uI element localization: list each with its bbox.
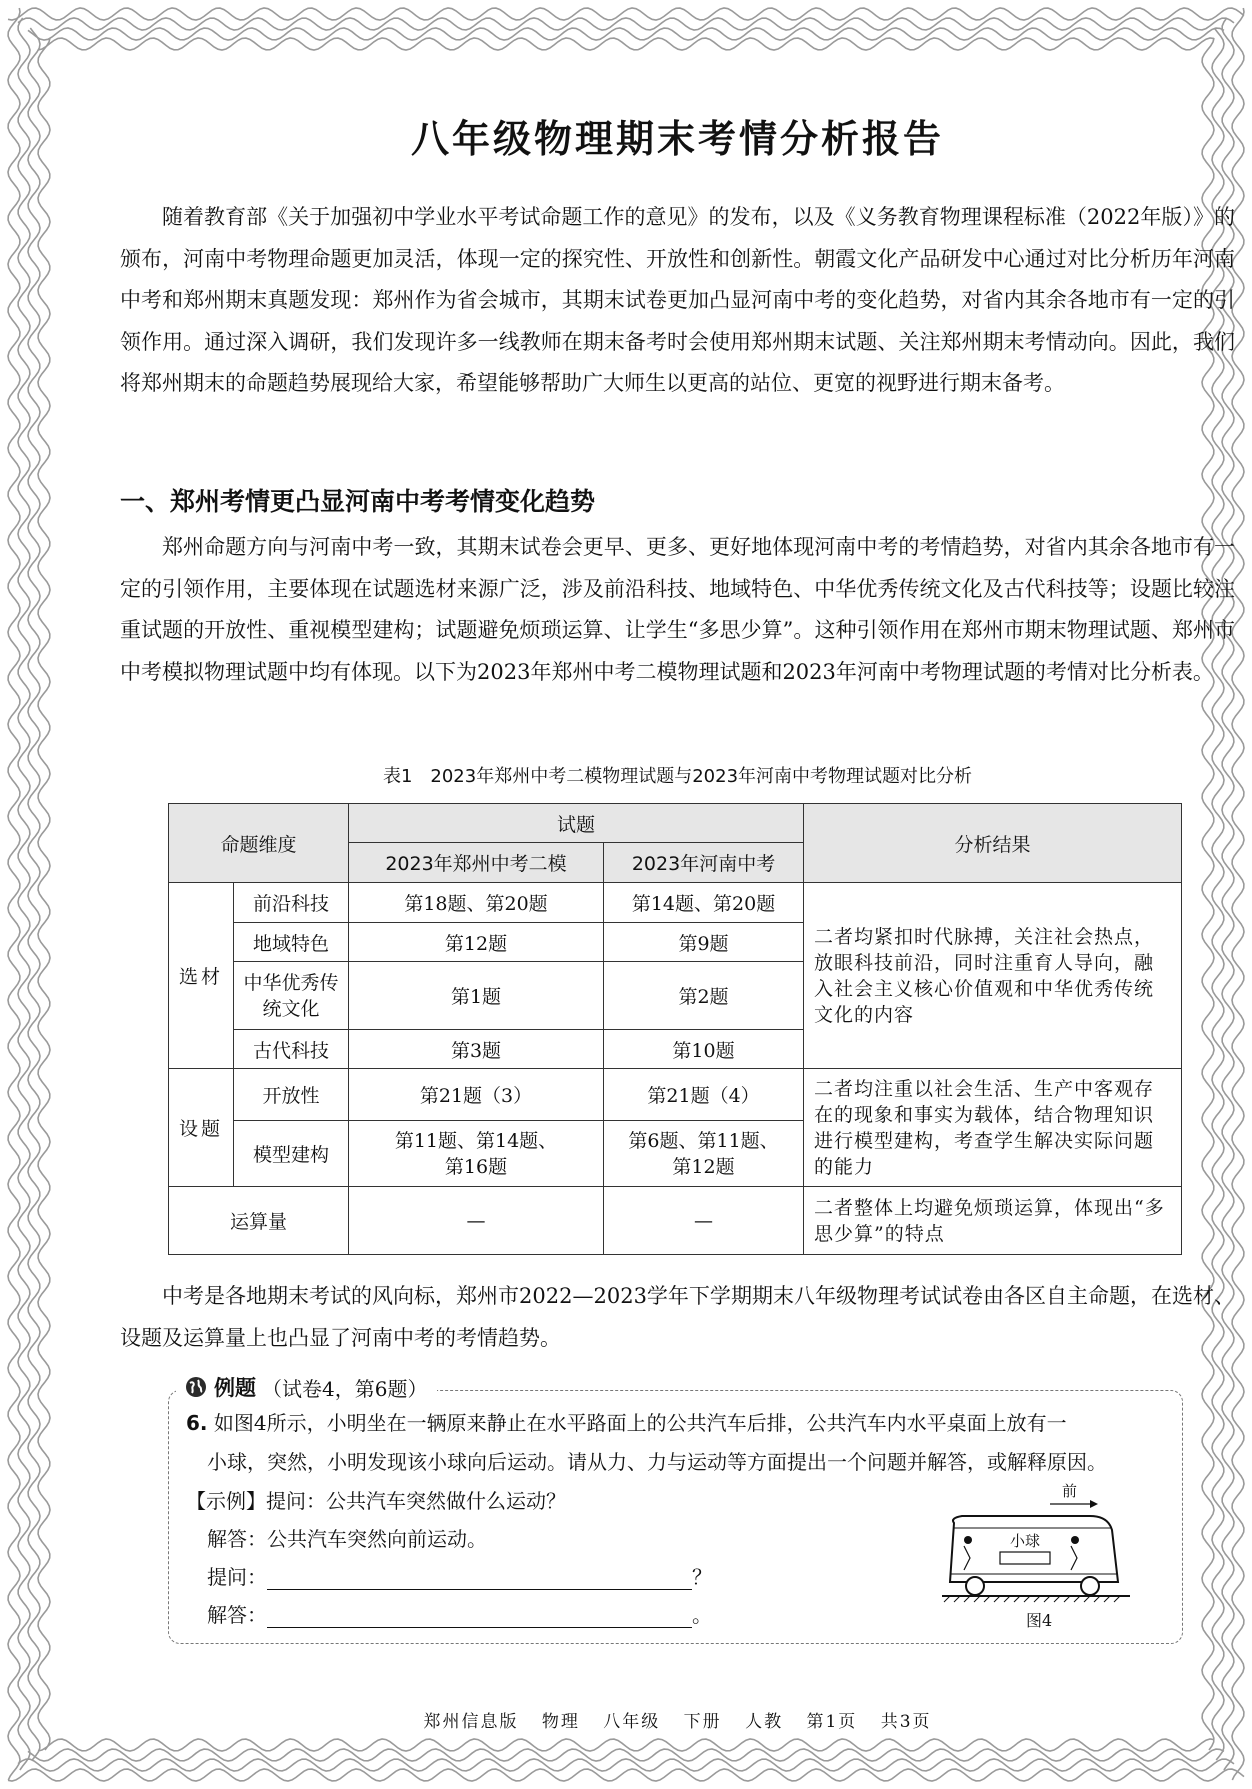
- border-wave-line: [28, 28, 1224, 40]
- table-caption: 表1 2023年郑州中考二模物理试题与2023年河南中考物理试题对比分析: [382, 766, 973, 787]
- ask-line: [207, 1561, 712, 1590]
- front-wheel: [1081, 1577, 1099, 1595]
- header-zhengzhou: 2023年郑州中考二模: [349, 843, 604, 883]
- header-questions: 试题: [349, 804, 804, 843]
- zz-cell: 第12题: [349, 923, 604, 962]
- comparison-table: [168, 803, 1182, 1255]
- rear-wheel: [966, 1577, 984, 1595]
- category-cell: 选材: [169, 883, 234, 1069]
- zz-cell: 第21题（3）: [349, 1069, 604, 1121]
- border-wave-line: [18, 18, 1234, 30]
- passenger-head: [964, 1536, 972, 1544]
- footer-edition: 郑州信息版: [423, 1712, 519, 1732]
- answer-line: [207, 1599, 712, 1628]
- footer-page: 第1页: [806, 1712, 858, 1732]
- hn-cell: 第14题、第20题: [604, 883, 804, 923]
- answer-label: 解答：: [207, 1603, 267, 1627]
- sub-cell: 古代科技: [234, 1030, 349, 1069]
- border-wave-line: [8, 8, 20, 1780]
- footer-publisher: 人教: [745, 1712, 784, 1732]
- footer-total: 共3页: [880, 1712, 932, 1732]
- category-cell: 设题: [169, 1069, 234, 1187]
- direction-arrowhead: [1090, 1500, 1098, 1508]
- border-wave-line: [38, 38, 50, 1750]
- footer-grade: 八年级: [603, 1712, 661, 1732]
- front-label: 前: [1062, 1482, 1078, 1500]
- question-text-2: 小球，突然，小明发现该小球向后运动。请从力、力与运动等方面提出一个问题并解答，或解释原因。: [207, 1450, 1107, 1474]
- header-dimension: 命题维度: [169, 804, 349, 883]
- hn-cell: —: [604, 1187, 804, 1255]
- demo-question: 提问：公共汽车突然做什么运动？: [266, 1489, 566, 1513]
- driver-head: [1071, 1536, 1079, 1544]
- footer-subject: 物理: [541, 1712, 580, 1732]
- zz-cell: —: [349, 1187, 604, 1255]
- sub-cell: 前沿科技: [234, 883, 349, 923]
- analysis-cell: 二者均紧扣时代脉搏，关注社会热点，放眼科技前沿，同时注重育人导向，融入社会主义核心价值观和中华优秀传统文化的内容: [804, 883, 1182, 1069]
- page-title: 八年级物理期末考情分析报告: [410, 117, 944, 161]
- sub-cell: 运算量: [169, 1187, 349, 1255]
- hn-cell: 第21题（4）: [604, 1069, 804, 1121]
- ball-label: 小球: [1010, 1532, 1041, 1550]
- intro-paragraph: 随着教育部《关于加强初中学业水平考试命题工作的意见》的发布，以及《义务教育物理课程标准（2022年版）》的颁布，河南中考物理命题更加灵活，体现一定的探究性、开放性和创新性。朝霞文化产品研发中心通过对比分析历年河南中考和郑州期末真题发现：郑州作为省会城市，其期末试卷更加凸显河南中考的变化趋势，对省内其余各地市有一定的引领作用。通过深入调研，我们发现许多一线教师在期末备考时会使用郑州期末试题、关注郑州期末考情动向。因此，我们将郑州期末的命题趋势展现给大家，希望能够帮助广大师生以更高的站位、更宽的视野进行期末备考。: [120, 205, 1235, 395]
- sub-cell: 开放性: [234, 1069, 349, 1121]
- hn-cell: 第2题: [604, 962, 804, 1030]
- table-row: [169, 883, 1182, 923]
- hn-cell: 第9题: [604, 923, 804, 962]
- globe-icon: [184, 1375, 208, 1399]
- page-footer: [120, 1707, 1235, 1732]
- question-number: 6.: [186, 1411, 208, 1435]
- zz-cell: 第11题、第14题、第16题: [349, 1121, 604, 1187]
- demo-label: 【示例】: [186, 1489, 266, 1513]
- analysis-cell: 二者均注重以社会生活、生产中客观存在的现象和事实为载体，结合物理知识进行模型建构，考查学生解决实际问题的能力: [804, 1069, 1182, 1187]
- table-row: [169, 1069, 1182, 1121]
- hn-cell: 第10题: [604, 1030, 804, 1069]
- header-result: 分析结果: [804, 804, 1182, 883]
- question-text-1: 如图4所示，小明坐在一辆原来静止在水平路面上的公共汽车后排，公共汽车内水平桌面上放有一: [213, 1411, 1067, 1435]
- question-line-1: [186, 1407, 1067, 1436]
- sub-cell: 模型建构: [234, 1121, 349, 1187]
- after-table-paragraph: 中考是各地期末考试的风向标，郑州市2022—2023学年下学期期末八年级物理考试试卷由各区自主命题，在选材、设题及运算量上也凸显了河南中考的考情趋势。: [120, 1284, 1235, 1350]
- header-henan: 2023年河南中考: [604, 843, 804, 883]
- hn-cell: 第6题、第11题、第12题: [604, 1121, 804, 1187]
- border-wave-line: [8, 1769, 1244, 1781]
- sub-cell: 地域特色: [234, 923, 349, 962]
- table-desk: [1000, 1552, 1050, 1564]
- demo-answer: 解答：公共汽车突然向前运动。: [207, 1527, 487, 1551]
- zz-cell: 第1题: [349, 962, 604, 1030]
- answer-end: 。: [692, 1603, 712, 1627]
- figure-caption: 图4: [1026, 1611, 1053, 1630]
- answer-blank[interactable]: [267, 1605, 692, 1628]
- table-row: [169, 1187, 1182, 1255]
- demo-question-line: [186, 1485, 566, 1514]
- bus-figure: [940, 1478, 1140, 1638]
- border-wave-line: [18, 1759, 1234, 1771]
- footer-volume: 下册: [683, 1712, 722, 1732]
- example-source: （试卷4，第6题）: [262, 1376, 428, 1401]
- border-wave-line: [38, 1739, 1214, 1751]
- zz-cell: 第18题、第20题: [349, 883, 604, 923]
- example-title: 例题: [214, 1376, 256, 1400]
- example-label: [176, 1372, 437, 1402]
- border-wave-line: [38, 38, 1214, 50]
- sub-cell: 中华优秀传统文化: [234, 962, 349, 1030]
- section-paragraph: 郑州命题方向与河南中考一致，其期末试卷会更早、更多、更好地体现河南中考的考情趋势，对省内其余各地市有一定的引领作用，主要体现在试题选材来源广泛，涉及前沿科技、地域特色、中华优秀传统文化及古代科技等；设题比较注重试题的开放性、重视模型建构；试题避免烦琐运算、让学生“多思少算”。这种引领作用在郑州市期末物理试题、郑州市中考模拟物理试题中均有体现。以下为2023年郑州中考二模物理试题和2023年河南中考物理试题的考情对比分析表。: [120, 535, 1235, 684]
- ask-end: ？: [692, 1565, 712, 1589]
- ask-label: 提问：: [207, 1565, 267, 1589]
- zz-cell: 第3题: [349, 1030, 604, 1069]
- section-heading: 一、郑州考情更凸显河南中考考情变化趋势: [120, 487, 596, 516]
- analysis-cell: 二者整体上均避免烦琐运算，体现出“多思少算”的特点: [804, 1187, 1182, 1255]
- ask-blank[interactable]: [267, 1567, 692, 1590]
